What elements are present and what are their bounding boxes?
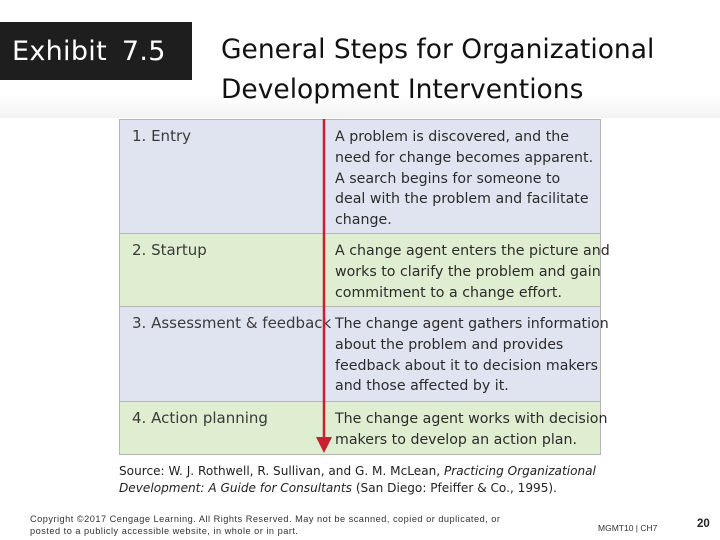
source-suffix: (San Diego: Pfeiffer & Co., 1995).	[351, 481, 557, 495]
exhibit-label: Exhibit 7.5	[0, 22, 192, 80]
step-row-action-planning	[120, 402, 608, 454]
desc-line: The change agent works with decision	[335, 411, 608, 427]
source-title-part-1: Practicing Organizational	[443, 464, 596, 478]
page-number: 20	[697, 518, 710, 530]
page-title	[221, 30, 711, 110]
down-arrow-icon	[311, 119, 337, 455]
desc-line: makers to develop an action plan.	[335, 431, 577, 448]
desc-line: change.	[335, 212, 392, 229]
desc-line: commitment to a change effort.	[335, 284, 563, 301]
copyright-notice	[30, 513, 570, 537]
step-label: 3. Assessment & feedback	[132, 314, 332, 332]
desc-line: A search begins for someone to	[335, 170, 561, 187]
source-title-part-2: Development: A Guide for Consultants	[119, 481, 352, 495]
desc-line: feedback about it to decision makers	[335, 357, 599, 374]
source-prefix: Source: W. J. Rothwell, R. Sullivan, and G. M. McLean,	[119, 464, 444, 478]
desc-line: need for change becomes apparent.	[335, 149, 594, 166]
step-row-startup	[120, 234, 610, 307]
step-row-entry	[120, 120, 600, 234]
desc-line: The change agent gathers information	[335, 316, 609, 332]
desc-line: works to clarify the problem and gain	[335, 263, 601, 280]
title-line-2: Development Interventions	[221, 74, 584, 105]
desc-line: deal with the problem and facilitate	[335, 191, 589, 208]
step-description	[335, 314, 609, 397]
copyright-line-2: posted to a publicly accessible website, in whole or in part.	[30, 526, 299, 536]
source-citation	[119, 463, 619, 497]
desc-line: A problem is discovered, and the	[335, 129, 569, 145]
step-row-assessment	[120, 307, 609, 402]
course-label: MGMT10 | CH7	[598, 523, 658, 533]
desc-line: about the problem and provides	[335, 336, 564, 353]
step-description	[335, 127, 597, 231]
step-label: 2. Startup	[132, 241, 207, 259]
desc-line: A change agent enters the picture and	[335, 243, 610, 259]
step-label: 1. Entry	[132, 127, 191, 145]
step-description	[335, 241, 610, 303]
title-line-1: General Steps for Organizational	[221, 34, 655, 65]
copyright-line-1: Copyright ©2017 Cengage Learning. All Rights Reserved. May not be scanned, copied or duplicated, or	[30, 514, 501, 524]
step-description	[335, 409, 608, 451]
desc-line: and those affected by it.	[335, 378, 509, 395]
step-label: 4. Action planning	[132, 409, 268, 427]
steps-table	[119, 119, 610, 455]
